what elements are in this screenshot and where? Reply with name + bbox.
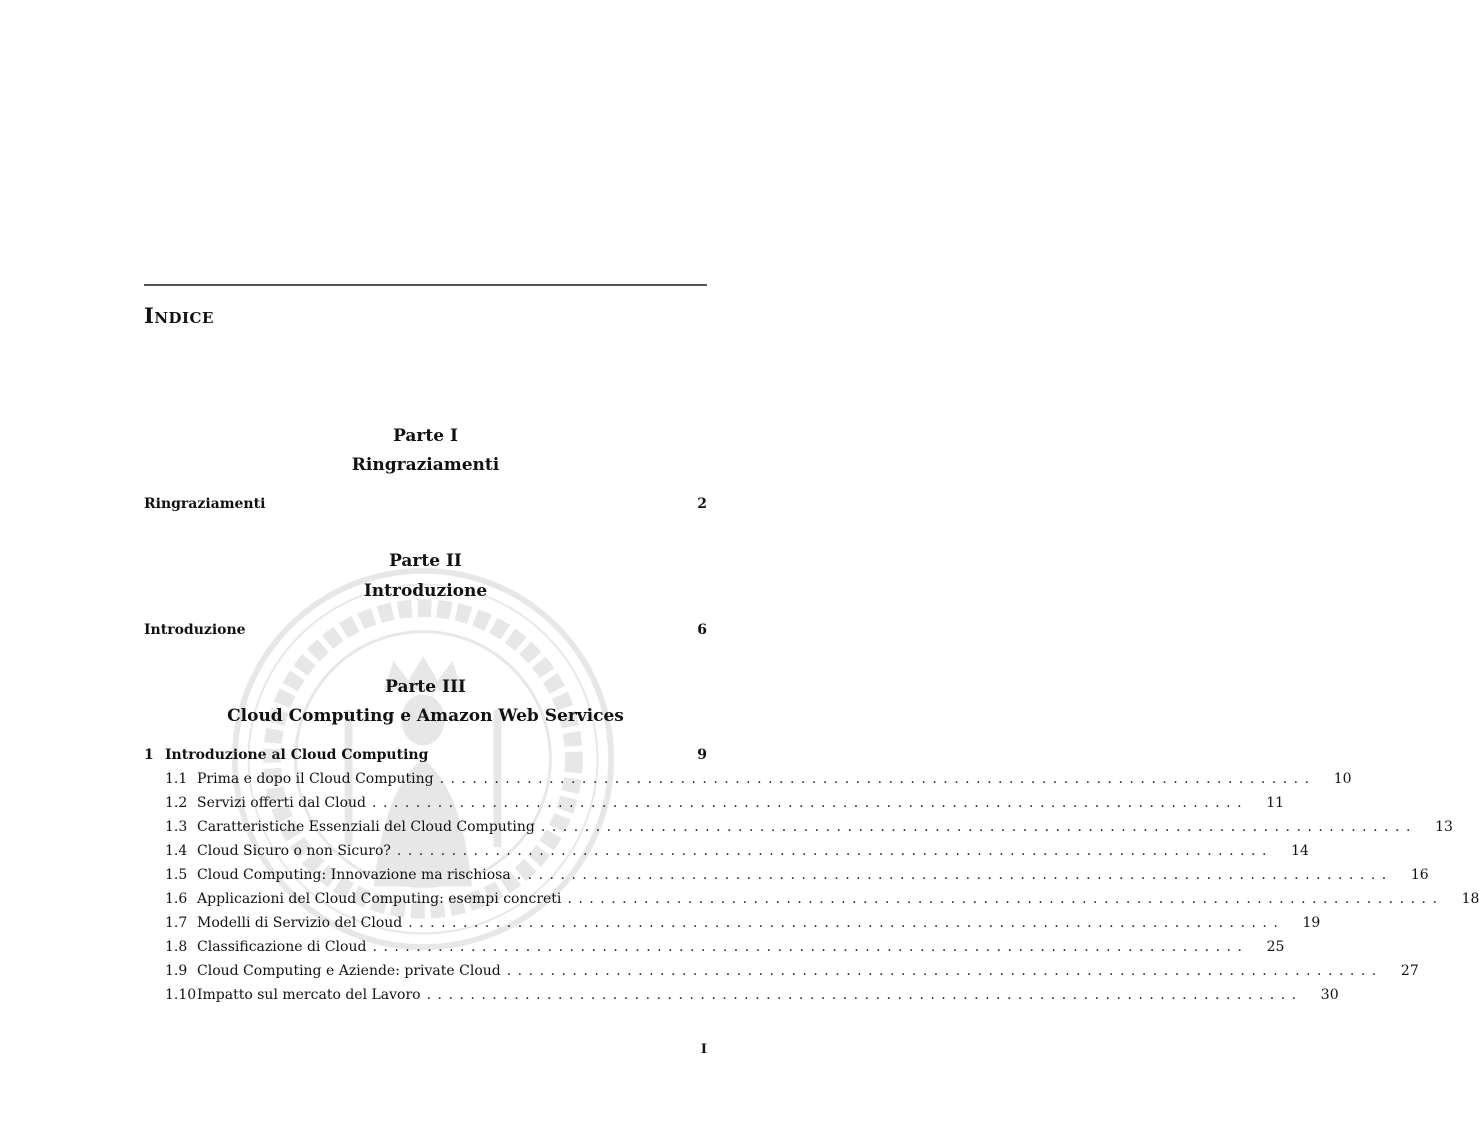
toc-chapter[interactable]: [144, 747, 707, 763]
dot-leader: ................................................................................: [516, 867, 1393, 883]
dot-leader: ................................................................................: [372, 939, 1249, 955]
section-title: Prima e dopo il Cloud Computing: [197, 771, 434, 787]
dot-leader: ................................................................................: [408, 915, 1285, 931]
section-number: 1.6: [165, 891, 188, 907]
section-title: Classificazione di Cloud: [197, 939, 367, 955]
toc-section[interactable]: [165, 771, 1352, 787]
dot-leader: ................................................................................: [439, 771, 1316, 787]
chapter-page: 9: [697, 747, 707, 763]
section-number: 1.8: [165, 939, 188, 955]
toc-section[interactable]: [165, 843, 1309, 859]
section-number: 1.9: [165, 963, 188, 979]
dot-leader: ................................................................................: [396, 843, 1273, 859]
toc-section[interactable]: [165, 915, 1321, 931]
toc-entry-page: 6: [697, 622, 707, 638]
section-page: 11: [1266, 795, 1285, 811]
section-page: 27: [1400, 963, 1419, 979]
section-page: 19: [1302, 915, 1321, 931]
section-title: Applicazioni del Cloud Computing: esempi concreti: [197, 891, 562, 907]
section-number: 1.2: [165, 795, 188, 811]
toc-entry-page: 2: [697, 496, 707, 512]
toc-section[interactable]: [165, 987, 1339, 1003]
chapter-title: Introduzione al Cloud Computing: [165, 747, 429, 763]
toc-section[interactable]: [165, 867, 1429, 883]
section-page: 13: [1435, 819, 1453, 835]
dot-leader: ................................................................................: [426, 987, 1303, 1003]
section-page: 25: [1266, 939, 1285, 955]
header-rule: [144, 284, 707, 286]
section-title: Cloud Sicuro o non Sicuro?: [197, 843, 391, 859]
toc-entry-title: Introduzione: [144, 622, 246, 638]
section-page: 16: [1410, 867, 1429, 883]
toc-section[interactable]: [165, 939, 1285, 955]
part-title: Ringraziamenti: [351, 455, 500, 475]
section-page: 10: [1333, 771, 1352, 787]
section-number: 1.3: [165, 819, 188, 835]
section-number: 1.5: [165, 867, 188, 883]
toc-entry-title: Ringraziamenti: [144, 496, 266, 512]
section-title: Modelli di Servizio del Cloud: [197, 915, 403, 931]
section-number: 1.4: [165, 843, 188, 859]
part-label: Parte II: [389, 551, 462, 571]
section-title: Impatto sul mercato del Lavoro: [197, 987, 421, 1003]
chapter-number: 1: [144, 747, 154, 763]
section-page: 30: [1320, 987, 1339, 1003]
section-number: 1.1: [165, 771, 188, 787]
section-number: 1.7: [165, 915, 188, 931]
toc-section[interactable]: [165, 891, 1479, 907]
part-label: Parte III: [385, 677, 466, 697]
dot-leader: ................................................................................: [540, 819, 1417, 835]
toc-section[interactable]: [165, 795, 1285, 811]
part-title: Cloud Computing e Amazon Web Services: [227, 706, 624, 726]
index-title: Indice: [144, 303, 214, 328]
dot-leader: ................................................................................: [506, 963, 1383, 979]
toc-section[interactable]: [165, 963, 1419, 979]
section-title: Caratteristiche Essenziali del Cloud Computing: [197, 819, 535, 835]
page-number: I: [700, 1042, 707, 1057]
part-title: Introduzione: [363, 581, 488, 601]
toc-section[interactable]: [165, 819, 1453, 835]
dot-leader: ................................................................................: [372, 795, 1249, 811]
toc-entry[interactable]: [144, 622, 707, 638]
section-number: 1.10: [165, 987, 197, 1003]
section-title: Cloud Computing e Aziende: private Cloud: [197, 963, 501, 979]
section-page: 14: [1291, 843, 1309, 859]
section-title: Cloud Computing: Innovazione ma rischiosa: [197, 867, 511, 883]
section-page: 18: [1461, 891, 1479, 907]
part-label: Parte I: [393, 426, 458, 446]
section-title: Servizi offerti dal Cloud: [197, 795, 366, 811]
dot-leader: ................................................................................: [567, 891, 1444, 907]
toc-entry[interactable]: [144, 496, 707, 512]
